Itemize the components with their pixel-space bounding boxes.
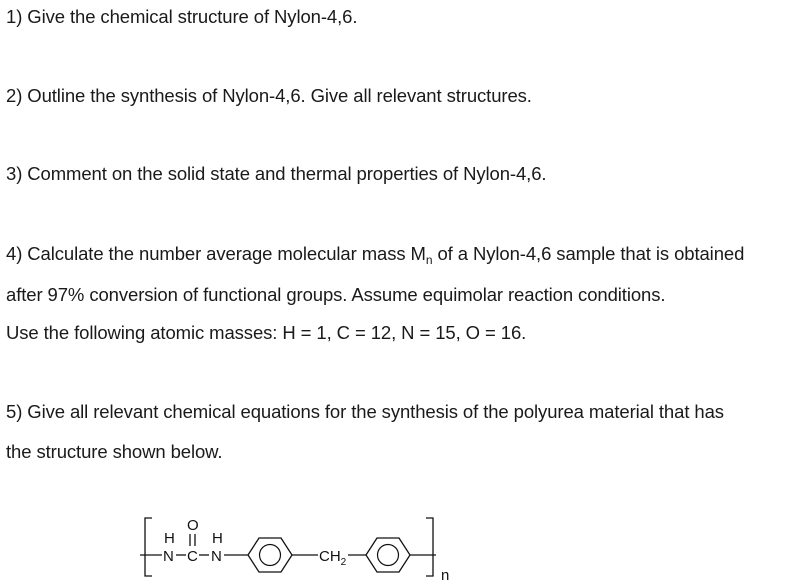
right-bracket: [426, 518, 433, 576]
question-4-line-1: [6, 243, 744, 267]
question-4-text-a: 4) Calculate the number average molecular mass M: [6, 243, 426, 264]
atom-c: C: [187, 548, 198, 565]
ch-text: CH: [319, 548, 341, 565]
question-1: 1) Give the chemical structure of Nylon-4,6.: [6, 6, 358, 27]
atom-h1: H: [164, 530, 175, 547]
atom-n2: N: [211, 548, 222, 565]
question-5-line-2: the structure shown below.: [6, 441, 223, 462]
left-bracket: [145, 518, 152, 576]
repeat-unit-n: n: [441, 567, 450, 584]
mn-subscript: n: [425, 253, 433, 267]
atom-o: O: [187, 517, 199, 534]
question-5-line-1: 5) Give all relevant chemical equations for the synthesis of the polyurea material that has: [6, 401, 724, 422]
benzene-ring-2: [366, 538, 410, 572]
question-3: 3) Comment on the solid state and thermal properties of Nylon-4,6.: [6, 163, 547, 184]
question-4-line-2: after 97% conversion of functional groups. Assume equimolar reaction conditions.: [6, 284, 666, 305]
ch2-group: [319, 548, 347, 568]
question-4-line-3: Use the following atomic masses: H = 1, C = 12, N = 15, O = 16.: [6, 322, 527, 343]
question-4-text-b: of a Nylon-4,6 sample that is obtained: [432, 243, 745, 264]
polyurea-structure: [0, 510, 480, 584]
ch2-subscript: 2: [340, 557, 347, 568]
question-2: 2) Outline the synthesis of Nylon-4,6. Give all relevant structures.: [6, 85, 532, 106]
atom-n1: N: [163, 548, 174, 565]
atom-h2: H: [212, 530, 223, 547]
benzene-ring-1: [248, 538, 292, 572]
